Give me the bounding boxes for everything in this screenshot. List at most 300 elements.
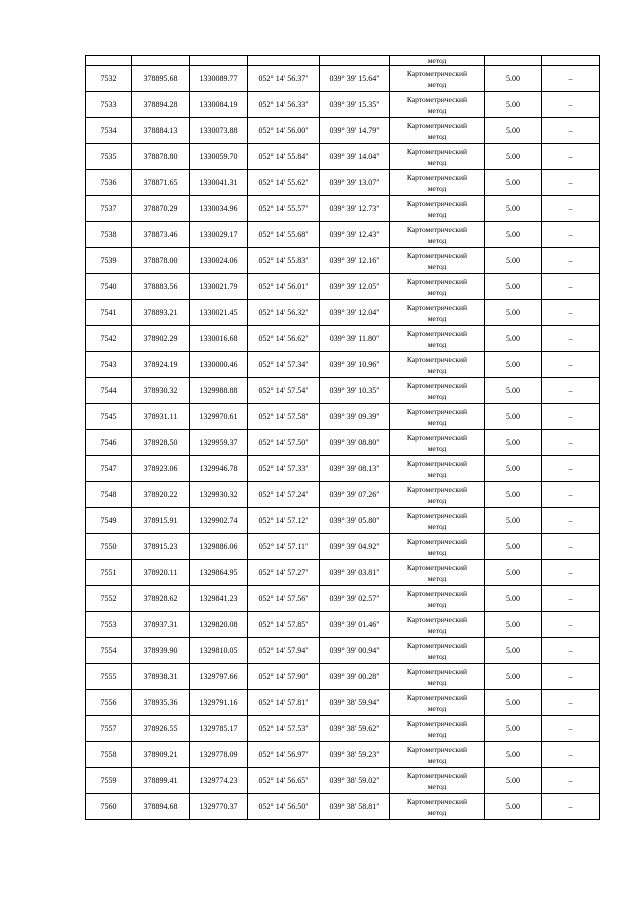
cell-number: 7541 (86, 300, 132, 326)
cell-method (390, 586, 485, 612)
cell-method (390, 196, 485, 222)
cell-accuracy: 5.00 (485, 768, 542, 794)
cell-number: 7535 (86, 144, 132, 170)
cell-accuracy: 5.00 (485, 248, 542, 274)
table-row (86, 170, 600, 196)
cell-accuracy: 5.00 (485, 352, 542, 378)
cell-longitude: 039° 39' 00.94" (320, 638, 390, 664)
table-row (86, 326, 600, 352)
cell-longitude: 039° 39' 12.16" (320, 248, 390, 274)
cell-method (390, 56, 485, 66)
cell-x: 378883.56 (132, 274, 190, 300)
cell-number: 7544 (86, 378, 132, 404)
cell-x: 378926.55 (132, 716, 190, 742)
table-row (86, 768, 600, 794)
cell-accuracy: 5.00 (485, 404, 542, 430)
cell-y: 1329797.66 (190, 664, 248, 690)
cell-extra: – (542, 248, 600, 274)
cell-number: 7548 (86, 482, 132, 508)
table-row (86, 378, 600, 404)
table-row (86, 586, 600, 612)
cell-accuracy: 5.00 (485, 664, 542, 690)
table-row (86, 690, 600, 716)
table-row (86, 92, 600, 118)
cell-y: 1330021.79 (190, 274, 248, 300)
cell-x: 378928.50 (132, 430, 190, 456)
cell-accuracy: 5.00 (485, 534, 542, 560)
cell-accuracy: 5.00 (485, 66, 542, 92)
cell-x: 378895.68 (132, 66, 190, 92)
method-line-2: метод (427, 755, 447, 765)
method-line-2: метод (427, 625, 447, 635)
cell-latitude: 052° 14' 56.00" (248, 118, 320, 144)
cell-y: 1329902.74 (190, 508, 248, 534)
cell-x: 378873.46 (132, 222, 190, 248)
cell-number: 7542 (86, 326, 132, 352)
method-line-2: метод (427, 261, 447, 271)
cell-method (390, 248, 485, 274)
cell-method (390, 742, 485, 768)
method-line-1: Картометрический (406, 198, 468, 208)
table-row (86, 794, 600, 820)
cell-latitude: 052° 14' 55.62" (248, 170, 320, 196)
method-line-2: метод (427, 131, 447, 141)
table-row (86, 508, 600, 534)
cell-latitude: 052° 14' 57.50" (248, 430, 320, 456)
cell-accuracy: 5.00 (485, 794, 542, 820)
cell-accuracy: 5.00 (485, 612, 542, 638)
cell-extra: – (542, 612, 600, 638)
cell-number: 7555 (86, 664, 132, 690)
cell-y: 1329959.37 (190, 430, 248, 456)
cell-latitude: 052° 14' 57.53" (248, 716, 320, 742)
cell-extra: – (542, 170, 600, 196)
cell-extra: – (542, 456, 600, 482)
cell-extra: – (542, 768, 600, 794)
cell-y: 1329930.32 (190, 482, 248, 508)
cell-number: 7540 (86, 274, 132, 300)
cell-number: 7549 (86, 508, 132, 534)
cell-method (390, 92, 485, 118)
cell-y (190, 56, 248, 66)
method-continuation-text: метод (427, 56, 447, 65)
cell-accuracy (485, 56, 542, 66)
method-line-2: метод (427, 703, 447, 713)
method-line-2: метод (427, 391, 447, 401)
method-line-2: метод (427, 547, 447, 557)
cell-number: 7545 (86, 404, 132, 430)
cell-accuracy: 5.00 (485, 378, 542, 404)
method-line-2: метод (427, 209, 447, 219)
cell-accuracy: 5.00 (485, 742, 542, 768)
cell-longitude: 039° 39' 01.46" (320, 612, 390, 638)
cell-number: 7551 (86, 560, 132, 586)
cell-latitude: 052° 14' 56.62" (248, 326, 320, 352)
cell-extra: – (542, 92, 600, 118)
cell-longitude: 039° 39' 15.35" (320, 92, 390, 118)
table-row (86, 638, 600, 664)
method-line-1: Картометрический (406, 406, 468, 416)
cell-y: 1330024.06 (190, 248, 248, 274)
cell-accuracy: 5.00 (485, 144, 542, 170)
cell-longitude: 039° 39' 02.57" (320, 586, 390, 612)
method-line-2: метод (427, 183, 447, 193)
cell-y: 1330059.70 (190, 144, 248, 170)
cell-extra: – (542, 66, 600, 92)
cell-y: 1329886.06 (190, 534, 248, 560)
table-row (86, 300, 600, 326)
method-line-1: Картометрический (406, 224, 468, 234)
cell-longitude: 039° 39' 11.80" (320, 326, 390, 352)
cell-x: 378930.32 (132, 378, 190, 404)
method-line-1: Картометрический (406, 276, 468, 286)
method-line-1: Картометрический (406, 770, 468, 780)
cell-extra: – (542, 508, 600, 534)
cell-x (132, 56, 190, 66)
cell-number: 7539 (86, 248, 132, 274)
cell-longitude: 039° 39' 12.05" (320, 274, 390, 300)
cell-longitude: 039° 38' 58.81" (320, 794, 390, 820)
cell-longitude: 039° 39' 13.07" (320, 170, 390, 196)
cell-longitude: 039° 39' 09.39" (320, 404, 390, 430)
cell-x: 378924.19 (132, 352, 190, 378)
cell-x: 378871.65 (132, 170, 190, 196)
cell-accuracy: 5.00 (485, 300, 542, 326)
table-row (86, 118, 600, 144)
table-row (86, 430, 600, 456)
cell-y: 1329970.61 (190, 404, 248, 430)
method-line-1: Картометрический (406, 250, 468, 260)
table-row (86, 352, 600, 378)
cell-x: 378902.29 (132, 326, 190, 352)
cell-accuracy: 5.00 (485, 170, 542, 196)
cell-number: 7536 (86, 170, 132, 196)
cell-x: 378928.62 (132, 586, 190, 612)
cell-longitude: 039° 39' 00.28" (320, 664, 390, 690)
cell-x: 378937.31 (132, 612, 190, 638)
cell-accuracy: 5.00 (485, 638, 542, 664)
method-line-1: Картометрический (406, 510, 468, 520)
method-line-1: Картометрический (406, 94, 468, 104)
cell-accuracy: 5.00 (485, 716, 542, 742)
cell-extra: – (542, 716, 600, 742)
table-row (86, 248, 600, 274)
cell-y: 1330041.31 (190, 170, 248, 196)
method-line-2: метод (427, 287, 447, 297)
cell-latitude (248, 56, 320, 66)
method-line-2: метод (427, 495, 447, 505)
method-line-2: метод (427, 79, 447, 89)
cell-method (390, 222, 485, 248)
method-line-2: метод (427, 339, 447, 349)
cell-number: 7557 (86, 716, 132, 742)
cell-number: 7550 (86, 534, 132, 560)
cell-longitude: 039° 39' 12.43" (320, 222, 390, 248)
cell-latitude: 052° 14' 57.58" (248, 404, 320, 430)
cell-accuracy: 5.00 (485, 560, 542, 586)
cell-extra: – (542, 352, 600, 378)
cell-latitude: 052° 14' 55.68" (248, 222, 320, 248)
table-row (86, 560, 600, 586)
cell-extra: – (542, 326, 600, 352)
cell-accuracy: 5.00 (485, 508, 542, 534)
cell-method (390, 456, 485, 482)
cell-x: 378920.22 (132, 482, 190, 508)
method-line-1: Картометрический (406, 614, 468, 624)
method-line-1: Картометрический (406, 484, 468, 494)
method-line-2: метод (427, 417, 447, 427)
method-line-1: Картометрический (406, 640, 468, 650)
cell-latitude: 052° 14' 56.37" (248, 66, 320, 92)
cell-y: 1329774.23 (190, 768, 248, 794)
cell-latitude: 052° 14' 57.94" (248, 638, 320, 664)
cell-method (390, 274, 485, 300)
cell-number: 7543 (86, 352, 132, 378)
method-line-1: Картометрический (406, 458, 468, 468)
cell-number: 7554 (86, 638, 132, 664)
method-line-2: метод (427, 521, 447, 531)
cell-extra: – (542, 222, 600, 248)
method-line-2: метод (427, 677, 447, 687)
cell-longitude (320, 56, 390, 66)
cell-y: 1330021.45 (190, 300, 248, 326)
continuation-row (86, 56, 600, 66)
cell-number: 7537 (86, 196, 132, 222)
cell-extra: – (542, 794, 600, 820)
cell-extra: – (542, 560, 600, 586)
cell-latitude: 052° 14' 55.84" (248, 144, 320, 170)
cell-x: 378938.31 (132, 664, 190, 690)
cell-x: 378931.11 (132, 404, 190, 430)
cell-x: 378878.00 (132, 248, 190, 274)
cell-extra: – (542, 378, 600, 404)
cell-y: 1330089.77 (190, 66, 248, 92)
cell-y: 1329785.17 (190, 716, 248, 742)
method-line-1: Картометрический (406, 328, 468, 338)
cell-y: 1330029.17 (190, 222, 248, 248)
cell-longitude: 039° 38' 59.62" (320, 716, 390, 742)
cell-latitude: 052° 14' 57.12" (248, 508, 320, 534)
method-line-2: метод (427, 469, 447, 479)
method-line-2: метод (427, 443, 447, 453)
cell-x: 378893.21 (132, 300, 190, 326)
method-line-2: метод (427, 235, 447, 245)
method-line-1: Картометрический (406, 172, 468, 182)
method-line-1: Картометрический (406, 692, 468, 702)
table-body (86, 56, 600, 820)
table-row (86, 66, 600, 92)
cell-y: 1329946.78 (190, 456, 248, 482)
cell-number: 7558 (86, 742, 132, 768)
method-line-2: метод (427, 573, 447, 583)
cell-extra: – (542, 586, 600, 612)
table-row (86, 482, 600, 508)
cell-latitude: 052° 14' 57.56" (248, 586, 320, 612)
cell-number: 7547 (86, 456, 132, 482)
cell-latitude: 052° 14' 57.24" (248, 482, 320, 508)
method-line-1: Картометрический (406, 562, 468, 572)
cell-number: 7533 (86, 92, 132, 118)
cell-latitude: 052° 14' 57.81" (248, 690, 320, 716)
cell-method (390, 326, 485, 352)
cell-y: 1330000.46 (190, 352, 248, 378)
method-line-2: метод (427, 157, 447, 167)
cell-longitude: 039° 39' 10.96" (320, 352, 390, 378)
cell-x: 378923.06 (132, 456, 190, 482)
cell-latitude: 052° 14' 56.65" (248, 768, 320, 794)
cell-x: 378870.29 (132, 196, 190, 222)
cell-method (390, 404, 485, 430)
cell-longitude: 039° 39' 04.92" (320, 534, 390, 560)
cell-accuracy: 5.00 (485, 690, 542, 716)
cell-accuracy: 5.00 (485, 456, 542, 482)
cell-accuracy: 5.00 (485, 274, 542, 300)
cell-longitude: 039° 39' 12.73" (320, 196, 390, 222)
cell-longitude: 039° 39' 14.04" (320, 144, 390, 170)
table-row (86, 274, 600, 300)
cell-number: 7538 (86, 222, 132, 248)
cell-accuracy: 5.00 (485, 196, 542, 222)
cell-latitude: 052° 14' 56.97" (248, 742, 320, 768)
method-line-2: метод (427, 313, 447, 323)
cell-y: 1330084.19 (190, 92, 248, 118)
cell-number: 7552 (86, 586, 132, 612)
cell-y: 1329864.95 (190, 560, 248, 586)
table-row (86, 534, 600, 560)
cell-method (390, 352, 485, 378)
method-line-1: Картометрический (406, 796, 468, 806)
method-line-1: Картометрический (406, 432, 468, 442)
cell-method (390, 430, 485, 456)
table-row (86, 456, 600, 482)
cell-y: 1329770.37 (190, 794, 248, 820)
method-line-1: Картометрический (406, 146, 468, 156)
cell-extra: – (542, 534, 600, 560)
cell-method (390, 508, 485, 534)
cell-x: 378915.23 (132, 534, 190, 560)
table-row (86, 222, 600, 248)
cell-accuracy: 5.00 (485, 92, 542, 118)
method-line-1: Картометрический (406, 718, 468, 728)
cell-number: 7553 (86, 612, 132, 638)
cell-latitude: 052° 14' 56.32" (248, 300, 320, 326)
method-line-2: метод (427, 729, 447, 739)
cell-latitude: 052° 14' 56.01" (248, 274, 320, 300)
table-row (86, 196, 600, 222)
cell-accuracy: 5.00 (485, 118, 542, 144)
cell-latitude: 052° 14' 57.34" (248, 352, 320, 378)
cell-longitude: 039° 38' 59.94" (320, 690, 390, 716)
table-row (86, 612, 600, 638)
method-line-1: Картометрический (406, 666, 468, 676)
cell-x: 378878.80 (132, 144, 190, 170)
cell-method (390, 664, 485, 690)
cell-latitude: 052° 14' 57.33" (248, 456, 320, 482)
cell-method (390, 144, 485, 170)
cell-extra: – (542, 118, 600, 144)
cell-accuracy: 5.00 (485, 326, 542, 352)
method-line-1: Картометрический (406, 744, 468, 754)
cell-method (390, 716, 485, 742)
cell-extra: – (542, 404, 600, 430)
cell-x: 378899.41 (132, 768, 190, 794)
cell-method (390, 690, 485, 716)
cell-extra: – (542, 144, 600, 170)
method-line-1: Картометрический (406, 354, 468, 364)
cell-method (390, 300, 485, 326)
table-row (86, 716, 600, 742)
cell-number: 7560 (86, 794, 132, 820)
cell-longitude: 039° 39' 12.04" (320, 300, 390, 326)
cell-method (390, 638, 485, 664)
cell-accuracy: 5.00 (485, 222, 542, 248)
cell-extra: – (542, 300, 600, 326)
method-line-1: Картометрический (406, 120, 468, 130)
method-line-2: метод (427, 105, 447, 115)
cell-accuracy: 5.00 (485, 430, 542, 456)
cell-method (390, 612, 485, 638)
cell-number: 7534 (86, 118, 132, 144)
cell-x: 378894.68 (132, 794, 190, 820)
method-line-1: Картометрический (406, 68, 468, 78)
cell-y: 1329778.09 (190, 742, 248, 768)
cell-method (390, 66, 485, 92)
cell-x: 378939.90 (132, 638, 190, 664)
method-line-2: метод (427, 365, 447, 375)
cell-extra: – (542, 274, 600, 300)
cell-number (86, 56, 132, 66)
cell-longitude: 039° 38' 59.02" (320, 768, 390, 794)
cell-latitude: 052° 14' 57.90" (248, 664, 320, 690)
method-line-1: Картометрический (406, 588, 468, 598)
cell-extra: – (542, 690, 600, 716)
cell-longitude: 039° 39' 14.79" (320, 118, 390, 144)
cell-accuracy: 5.00 (485, 482, 542, 508)
cell-extra: – (542, 196, 600, 222)
cell-extra: – (542, 638, 600, 664)
method-line-1: Картометрический (406, 380, 468, 390)
cell-longitude: 039° 39' 05.80" (320, 508, 390, 534)
method-line-2: метод (427, 807, 447, 817)
cell-number: 7556 (86, 690, 132, 716)
method-line-2: метод (427, 651, 447, 661)
cell-longitude: 039° 39' 15.64" (320, 66, 390, 92)
cell-method (390, 560, 485, 586)
cell-method (390, 768, 485, 794)
cell-y: 1330016.68 (190, 326, 248, 352)
table-row (86, 144, 600, 170)
cell-longitude: 039° 39' 03.81" (320, 560, 390, 586)
cell-longitude: 039° 38' 59.23" (320, 742, 390, 768)
table-row (86, 404, 600, 430)
cell-number: 7559 (86, 768, 132, 794)
cell-extra: – (542, 430, 600, 456)
cell-extra: – (542, 742, 600, 768)
cell-latitude: 052° 14' 56.50" (248, 794, 320, 820)
cell-method (390, 534, 485, 560)
cell-y: 1329810.05 (190, 638, 248, 664)
cell-y: 1330073.88 (190, 118, 248, 144)
cell-longitude: 039° 39' 07.26" (320, 482, 390, 508)
cell-x: 378909.21 (132, 742, 190, 768)
cell-number: 7532 (86, 66, 132, 92)
cell-y: 1330034.96 (190, 196, 248, 222)
cell-latitude: 052° 14' 55.83" (248, 248, 320, 274)
table-row (86, 664, 600, 690)
cell-extra (542, 56, 600, 66)
cell-method (390, 482, 485, 508)
cell-x: 378884.13 (132, 118, 190, 144)
